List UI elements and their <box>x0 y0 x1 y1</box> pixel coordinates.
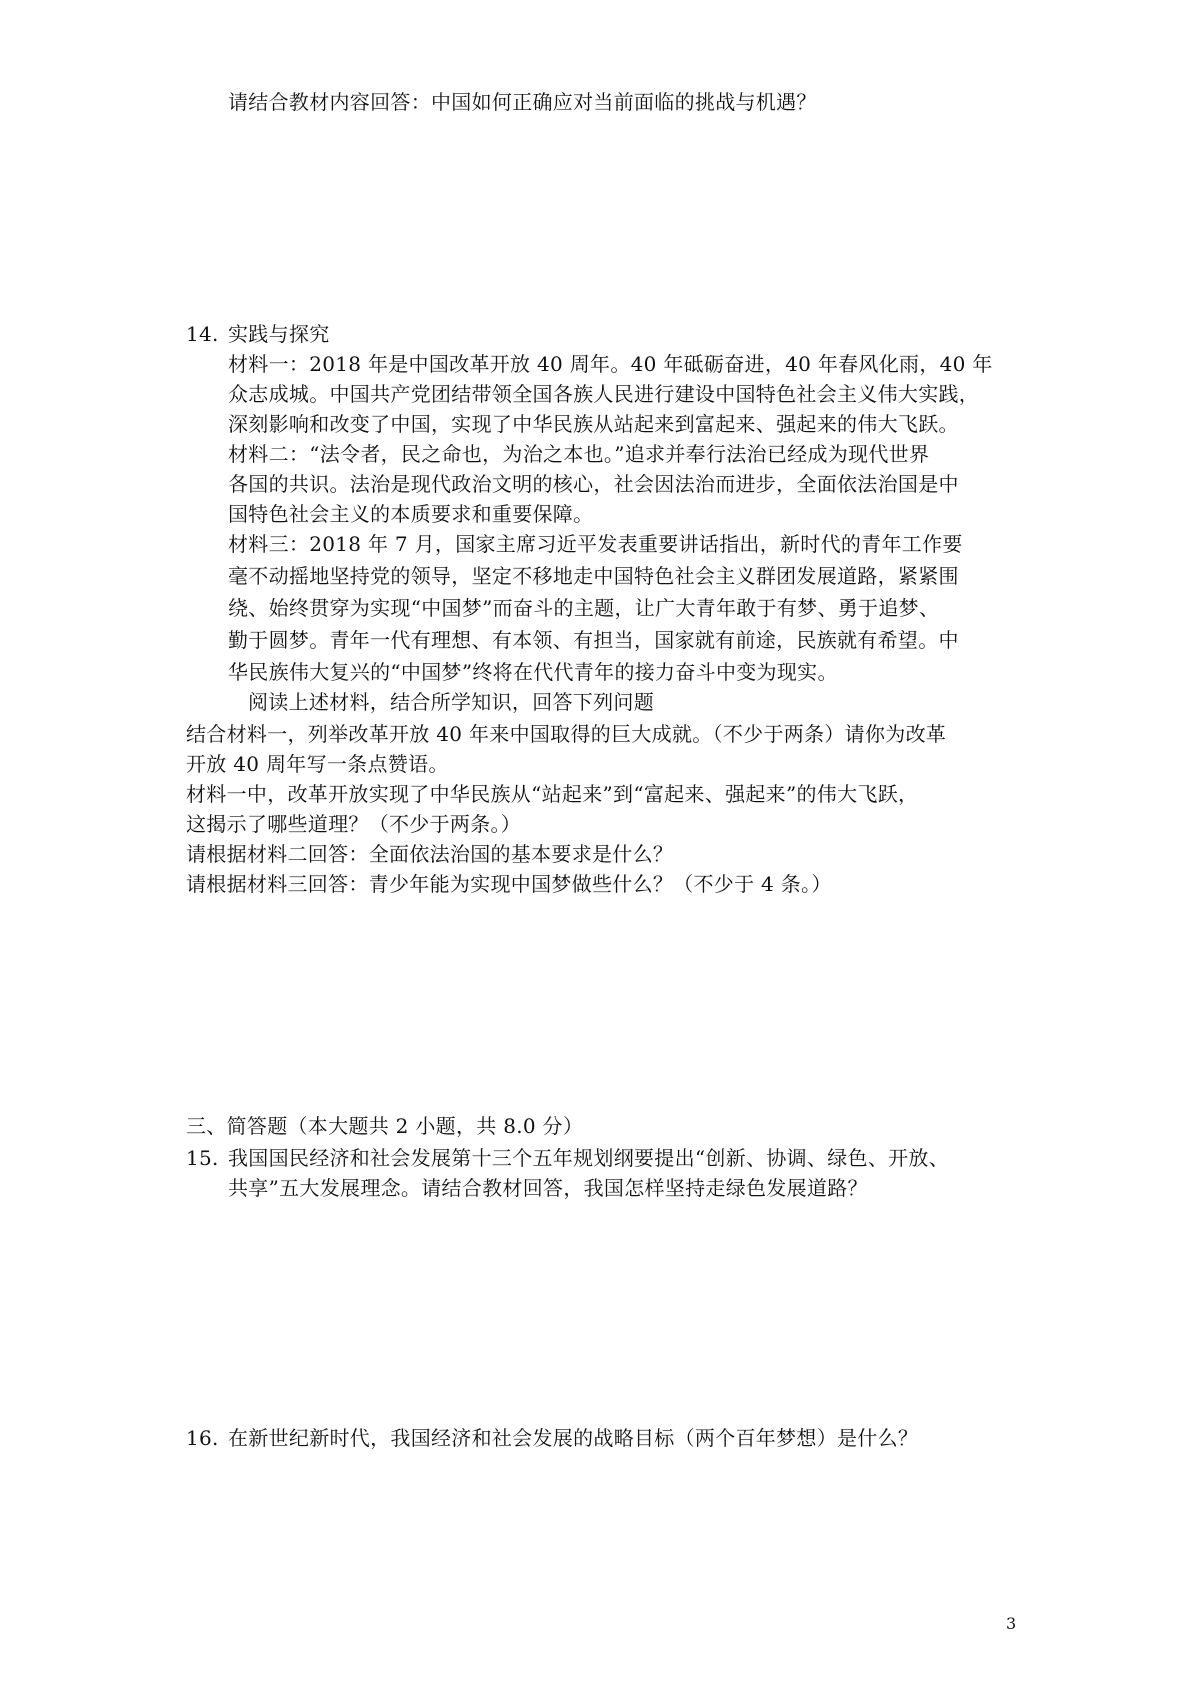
material-1-line: 众志成城。中国共产党团结带领全国各族人民进行建设中国特色社会主义伟大实践， <box>228 382 980 406</box>
material-3-line: 毫不动摇地坚持党的领导，坚定不移地走中国特色社会主义群团发展道路，紧紧围 <box>228 564 959 588</box>
section-3-heading: 三、简答题（本大题共 2 小题，共 8.0 分） <box>186 1114 584 1138</box>
material-1-line: 材料一：2018 年是中国改革开放 40 周年。40 年砥砺奋进，40 年春风化雨，40 年 <box>228 352 993 376</box>
material-2-line: 国特色社会主义的本质要求和重要保障。 <box>228 502 594 526</box>
material-3-line: 勤于圆梦。青年一代有理想、有本领、有担当，国家就有前途，民族就有希望。中 <box>228 628 959 652</box>
material-1-line: 深刻影响和改变了中国，实现了中华民族从站起来到富起来、强起来的伟大飞跃。 <box>228 412 959 436</box>
page-number: 3 <box>1006 1614 1017 1633</box>
question-14-number: 14. <box>186 322 219 346</box>
sub-question-line: 请根据材料三回答：青少年能为实现中国梦做些什么？（不少于 4 条。） <box>186 872 832 896</box>
material-3-line: 华民族伟大复兴的“中国梦”终将在代代青年的接力奋斗中变为现实。 <box>228 660 838 684</box>
sub-question-line: 这揭示了哪些道理？（不少于两条。） <box>186 812 522 836</box>
reading-instruction: 阅读上述材料，结合所学知识，回答下列问题 <box>248 690 654 714</box>
sub-question-line: 结合材料一，列举改革开放 40 年来中国取得的巨大成就。（不少于两条）请你为改革 <box>186 722 947 746</box>
question-14-title: 实践与探究 <box>228 322 330 346</box>
question-13-prompt: 请结合教材内容回答：中国如何正确应对当前面临的挑战与机遇？ <box>228 90 817 114</box>
material-2-line: 材料二：“法令者，民之命也，为治之本也。”追求并奉行法治已经成为现代世界 <box>228 442 930 466</box>
sub-question-line: 材料一中，改革开放实现了中华民族从“站起来”到“富起来、强起来”的伟大飞跃， <box>186 782 919 806</box>
sub-question-line: 开放 40 周年写一条点赞语。 <box>186 752 449 776</box>
material-3-line: 绕、始终贯穿为实现“中国梦”而奋斗的主题，让广大青年敢于有梦、勇于追梦、 <box>228 596 940 620</box>
sub-question-line: 请根据材料二回答：全面依法治国的基本要求是什么？ <box>186 842 674 866</box>
material-2-line: 各国的共识。法治是现代政治文明的核心，社会因法治而进步，全面依法治国是中 <box>228 472 959 496</box>
question-15-number: 15. <box>186 1146 219 1170</box>
question-15-line: 共享”五大发展理念。请结合教材回答，我国怎样坚持走绿色发展道路？ <box>228 1176 868 1200</box>
question-16-number: 16. <box>186 1426 219 1450</box>
question-15-line: 我国国民经济和社会发展第十三个五年规划纲要提出“创新、协调、绿色、开放、 <box>228 1146 950 1170</box>
material-3-line: 材料三：2018 年 7 月，国家主席习近平发表重要讲话指出，新时代的青年工作要 <box>228 532 963 556</box>
question-16-text: 在新世纪新时代，我国经济和社会发展的战略目标（两个百年梦想）是什么？ <box>228 1426 919 1450</box>
